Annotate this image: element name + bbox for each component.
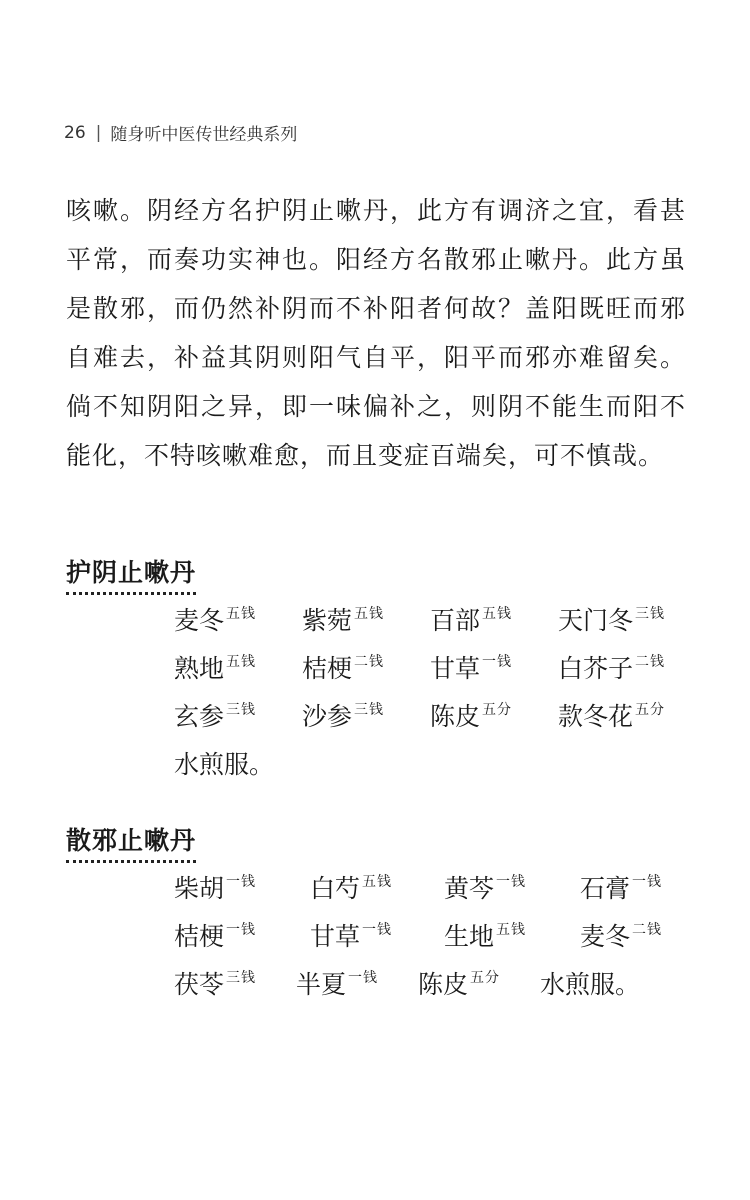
herb-dose: 五钱 bbox=[496, 922, 527, 938]
herb-name: 甘草 bbox=[430, 654, 481, 683]
herb-entry bbox=[430, 652, 558, 700]
header-separator: | bbox=[95, 122, 102, 143]
herb-entry bbox=[558, 700, 698, 748]
prescription-title: 散邪止嗽丹 bbox=[66, 826, 196, 863]
herb-entry bbox=[580, 872, 690, 920]
herb-name: 白芥子 bbox=[558, 654, 634, 683]
herb-name: 白芍 bbox=[310, 874, 361, 903]
herb-dose: 二钱 bbox=[635, 654, 666, 670]
herb-entry bbox=[444, 920, 580, 968]
prescription-herb-list bbox=[174, 872, 690, 968]
herb-dose: 三钱 bbox=[226, 702, 257, 718]
herb-name: 紫菀 bbox=[302, 606, 353, 635]
herb-entry bbox=[174, 968, 296, 1016]
herb-entry bbox=[174, 872, 310, 920]
herb-entry bbox=[444, 872, 580, 920]
herb-dose: 一钱 bbox=[226, 922, 257, 938]
herb-dose: 三钱 bbox=[635, 606, 666, 622]
herb-entry bbox=[558, 604, 698, 652]
herb-name: 半夏 bbox=[296, 970, 347, 999]
herb-name: 麦冬 bbox=[580, 922, 631, 951]
body-paragraph: 咳嗽。阴经方名护阴止嗽丹，此方有调济之宜，看甚平常，而奏功实神也。阳经方名散邪止嗽丹。此方虽是散邪，而仍然补阴而不补阳者何故？盖阳既旺而邪自难去，补益其阴则阳气自平，阳平而邪亦难留矣。倘不知阴阳之异，即一味偏补之，则阴不能生而阳不能化，不特咳嗽难愈，而且变症百端矣，可不慎哉。 bbox=[66, 196, 686, 470]
herb-entry bbox=[310, 872, 444, 920]
herb-entry bbox=[174, 920, 310, 968]
herb-dose: 五钱 bbox=[362, 874, 393, 890]
herb-name: 陈皮 bbox=[430, 702, 481, 731]
herb-dose: 五钱 bbox=[482, 606, 513, 622]
herb-entry bbox=[174, 652, 302, 700]
herb-entry bbox=[580, 920, 690, 968]
herb-dose: 一钱 bbox=[226, 874, 257, 890]
herb-dose: 一钱 bbox=[496, 874, 527, 890]
herb-entry bbox=[430, 700, 558, 748]
herb-name: 陈皮 bbox=[418, 970, 469, 999]
herb-name: 石膏 bbox=[580, 874, 631, 903]
herb-dose: 一钱 bbox=[632, 874, 663, 890]
herb-dose: 二钱 bbox=[632, 922, 663, 938]
herb-name: 桔梗 bbox=[174, 922, 225, 951]
herb-name: 柴胡 bbox=[174, 874, 225, 903]
herb-entry bbox=[174, 700, 302, 748]
series-title: 随身听中医传世经典系列 bbox=[110, 125, 298, 145]
running-header bbox=[64, 120, 297, 145]
herb-name: 生地 bbox=[444, 922, 495, 951]
herb-dose: 五钱 bbox=[226, 654, 257, 670]
page-number: 26 bbox=[64, 122, 86, 143]
herb-name: 熟地 bbox=[174, 654, 225, 683]
herb-dose: 一钱 bbox=[482, 654, 513, 670]
herb-entry bbox=[296, 968, 418, 1016]
herb-name: 茯苓 bbox=[174, 970, 225, 999]
herb-name: 麦冬 bbox=[174, 606, 225, 635]
herb-entry bbox=[310, 920, 444, 968]
herb-entry bbox=[418, 968, 540, 1016]
herb-name: 沙参 bbox=[302, 702, 353, 731]
herb-name: 玄参 bbox=[174, 702, 225, 731]
preparation-instruction: 水煎服。 bbox=[174, 750, 275, 779]
herb-entry bbox=[302, 652, 430, 700]
herb-dose: 一钱 bbox=[362, 922, 393, 938]
herb-dose: 五钱 bbox=[354, 606, 385, 622]
herb-dose: 二钱 bbox=[354, 654, 385, 670]
herb-dose: 五分 bbox=[482, 702, 513, 718]
herb-name: 百部 bbox=[430, 606, 481, 635]
herb-name: 天门冬 bbox=[558, 606, 634, 635]
herb-name: 桔梗 bbox=[302, 654, 353, 683]
herb-dose: 三钱 bbox=[226, 970, 257, 986]
prescription-title: 护阴止嗽丹 bbox=[66, 558, 196, 595]
herb-entry bbox=[558, 652, 698, 700]
herb-dose: 五分 bbox=[635, 702, 666, 718]
herb-entry bbox=[302, 604, 430, 652]
herb-entry bbox=[430, 604, 558, 652]
herb-name: 黄芩 bbox=[444, 874, 495, 903]
herb-entry bbox=[174, 604, 302, 652]
herb-name: 甘草 bbox=[310, 922, 361, 951]
herb-dose: 一钱 bbox=[348, 970, 379, 986]
herb-dose: 五钱 bbox=[226, 606, 257, 622]
prescription-herb-list bbox=[174, 604, 698, 782]
herb-name: 款冬花 bbox=[558, 702, 634, 731]
herb-entry bbox=[302, 700, 430, 748]
preparation-instruction: 水煎服。 bbox=[540, 970, 641, 999]
herb-dose: 三钱 bbox=[354, 702, 385, 718]
prescription-herb-list-continued bbox=[174, 968, 670, 1016]
herb-dose: 五分 bbox=[470, 970, 501, 986]
